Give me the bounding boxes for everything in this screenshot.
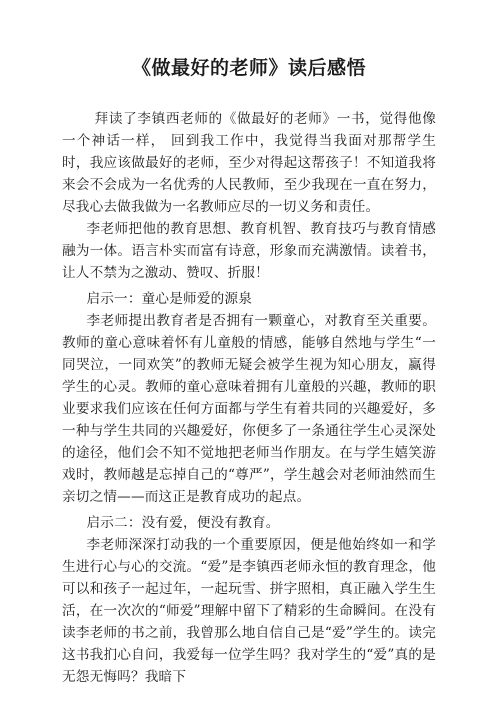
document-title: 《做最好的老师》读后感悟 xyxy=(131,57,366,79)
paragraph-section-2: 李老师深深打动我的一个重要原因，便是他始终如一和学生进行心与心的交流。“爱”是李镇西老师永恒的教育理念，他可以和孩子一起过年，一起玩雪、拼字照相，真正融入学生生活，在一次次的“师爱”理解中留下了精彩的生命瞬间。在没有读李老师的书之前，我曾那么地自信自己是“爱”学生的。读完这书我扪心自问，我爱每一位学生吗？我对学生的“爱”真的是无怨无悔吗？我暗下 xyxy=(62,537,436,685)
paragraph-intro: 拜读了李镇西老师的《做最好的老师》一书，觉得他像一个神话一样， 回到我工作中，我觉得当我面对那帮学生时，我应该做最好的老师，至少对得起这帮孩子！不知道我将来会不会成为一名优秀的人民教师，至少我现在一直在努力，尽我心去做我做为一名教师应尽的一切义务和责任。 xyxy=(62,111,436,215)
section-heading-2: 启示二：没有爱，便没有教育。 xyxy=(86,515,280,531)
section-heading-1: 启示一：童心是师爱的源泉 xyxy=(86,291,252,307)
paragraph-section-1: 李老师提出教育者是否拥有一颗童心，对教育至关重要。教师的童心意味着怀有儿童般的情感，能够自然地与学生“一同哭泣，一同欢笑”的教师无疑会被学生视为知心朋友，赢得学生的心灵。教师的童心意味着拥有儿童般的兴趣，教师的职业要求我们应该在任何方面都与学生有着共同的兴趣爱好，多一种与学生共同的兴趣爱好，你便多了一条通往学生心灵深处的途径，他们会不知不觉地把老师当作朋友。在与学生嬉笑游戏时，教师越是忘掉自己的“尊严”，学生越会对老师油然而生亲切之情——而这正是教育成功的起点。 xyxy=(62,313,436,505)
paragraph-summary: 李老师把他的教育思想、教育机智、教育技巧与教育情感融为一体。语言朴实而富有诗意，形象而充满激情。读着书，让人不禁为之激动、赞叹、折服！ xyxy=(62,221,436,281)
